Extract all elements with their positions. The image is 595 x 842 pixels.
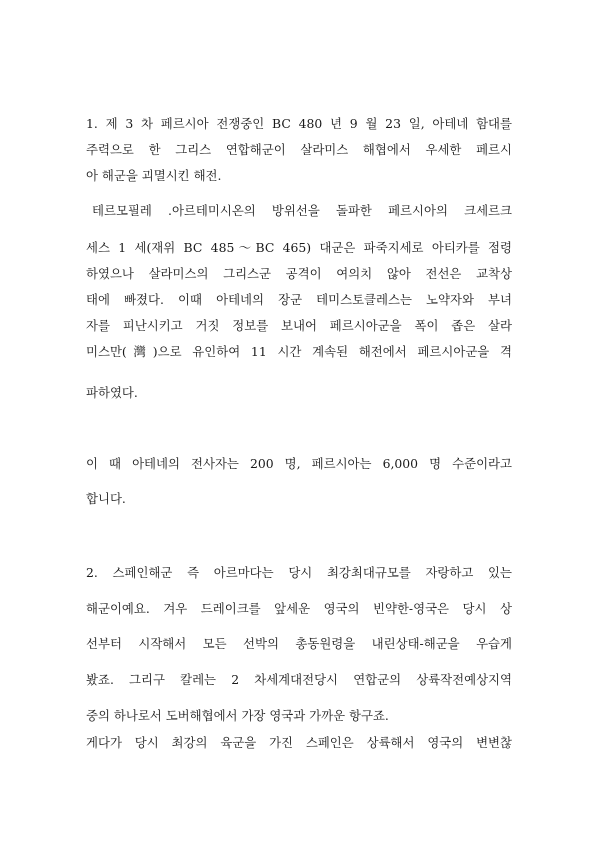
text-line: 세스 1 세(재위 BC 485～BC 465) 대군은 파죽지세로 아티카를 점령 <box>86 240 512 255</box>
text-line: 미스만(灣)으로 유인하여 11 시간 계속된 해전에서 페르시아군을 격 <box>86 344 512 359</box>
text-line: 1. 제 3 차 페르시아 전쟁중인 BC 480 년 9 월 23 일, 아테네 함대를 <box>86 116 512 131</box>
text-line: 파하였다. <box>86 385 138 400</box>
text-line: 중의 하나로서 도버해협에서 가장 영국과 가까운 항구죠. <box>86 708 389 723</box>
text-line: 주력으로 한 그리스 연합해군이 살라미스 해협에서 우세한 페르시 <box>86 142 512 157</box>
text-line: 2. 스페인해군 즉 아르마다는 당시 최강최대규모를 자랑하고 있는 <box>86 565 512 580</box>
text-line: 이 때 아테네의 전사자는 200 명, 페르시아는 6,000 명 수준이라고 <box>86 456 512 471</box>
text-line: 아 해군을 괴멸시킨 해전. <box>86 168 222 183</box>
text-line: 게다가 당시 최강의 육군을 가진 스페인은 상륙해서 영국의 변변찮 <box>86 735 512 750</box>
text-line: 봤죠. 그리구 칼레는 2 차세계대전당시 연합군의 상륙작전예상지역 <box>86 672 512 687</box>
text-line: 자를 피난시키고 거짓 정보를 보내어 페르시아군을 폭이 좁은 살라 <box>86 318 512 333</box>
text-line: 합니다. <box>86 491 126 506</box>
text-line: 선부터 시작해서 모든 선박의 총동원령을 내린상태-해군을 우습게 <box>86 636 512 651</box>
text-line: 하였으나 살라미스의 그리스군 공격이 여의치 않아 전선은 교착상 <box>86 266 512 281</box>
text-line: 테르모필레 .아르테미시온의 방위선을 돌파한 페르시아의 크세르크 <box>92 203 512 218</box>
text-line: 태에 빠졌다. 이때 아테네의 장군 테미스토클레스는 노약자와 부녀 <box>86 292 512 307</box>
text-line: 해군이예요. 겨우 드레이크를 앞세운 영국의 빈약한-영국은 당시 상 <box>86 601 512 616</box>
